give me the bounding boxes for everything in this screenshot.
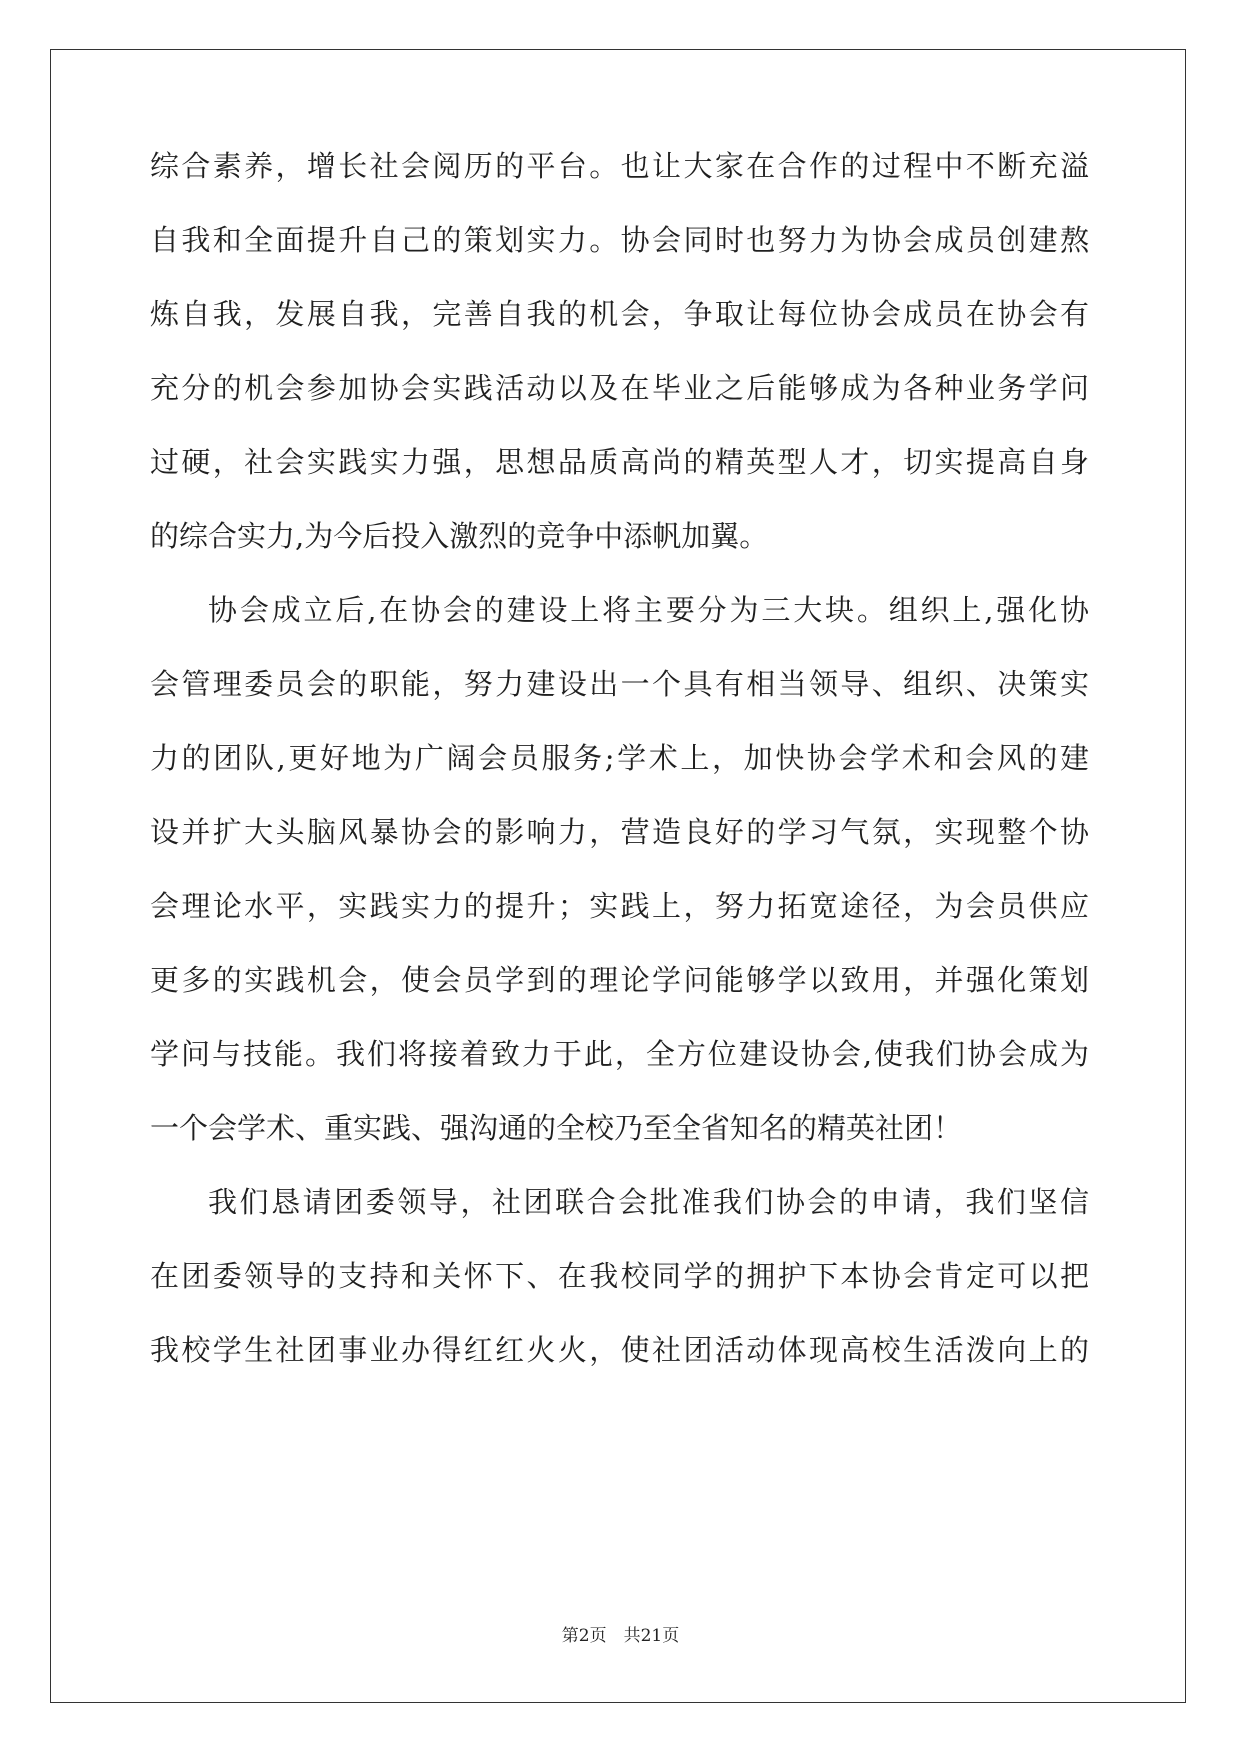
paragraph-1-line-2: 自我和全面提升自己的策划实力。协会同时也努力为协会成员创建熬 xyxy=(150,223,1089,257)
paragraph-1-line-5: 过硬，社会实践实力强，思想品质高尚的精英型人才，切实提高自身 xyxy=(150,445,1089,479)
document-body xyxy=(150,0,1089,1754)
paragraph-2-line-5: 会理论水平，实践实力的提升；实践上，努力拓宽途径，为会员供应 xyxy=(150,889,1089,923)
paragraph-1-line-6: 的综合实力,为今后投入激烈的竞争中添帆加翼。 xyxy=(150,519,769,553)
paragraph-2-line-3: 力的团队,更好地为广阔会员服务;学术上，加快协会学术和会风的建 xyxy=(150,741,1089,775)
paragraph-2-line-6: 更多的实践机会，使会员学到的理论学问能够学以致用，并强化策划 xyxy=(150,963,1089,997)
paragraph-3-line-3: 我校学生社团事业办得红红火火，使社团活动体现高校生活泼向上的 xyxy=(150,1333,1089,1367)
paragraph-3-line-1: 我们恳请团委领导，社团联合会批准我们协会的申请，我们坚信 xyxy=(208,1185,1089,1219)
paragraph-2-line-1: 协会成立后,在协会的建设上将主要分为三大块。组织上,强化协 xyxy=(208,593,1089,627)
page-number-footer: 第2页 共21页 xyxy=(561,1626,680,1646)
paragraph-1-line-3: 炼自我，发展自我，完善自我的机会，争取让每位协会成员在协会有 xyxy=(150,297,1089,331)
paragraph-3-line-2: 在团委领导的支持和关怀下、在我校同学的拥护下本协会肯定可以把 xyxy=(150,1259,1089,1293)
paragraph-2-line-2: 会管理委员会的职能，努力建设出一个具有相当领导、组织、决策实 xyxy=(150,667,1089,701)
paragraph-2-line-7: 学问与技能。我们将接着致力于此，全方位建设协会,使我们协会成为 xyxy=(150,1037,1089,1071)
paragraph-2-line-4: 设并扩大头脑风暴协会的影响力，营造良好的学习气氛，实现整个协 xyxy=(150,815,1089,849)
paragraph-1-line-1: 综合素养，增长社会阅历的平台。也让大家在合作的过程中不断充溢 xyxy=(150,149,1089,183)
paragraph-2-line-8: 一个会学术、重实践、强沟通的全校乃至全省知名的精英社团！ xyxy=(150,1111,963,1145)
paragraph-1-line-4: 充分的机会参加协会实践活动以及在毕业之后能够成为各种业务学问 xyxy=(150,371,1089,405)
